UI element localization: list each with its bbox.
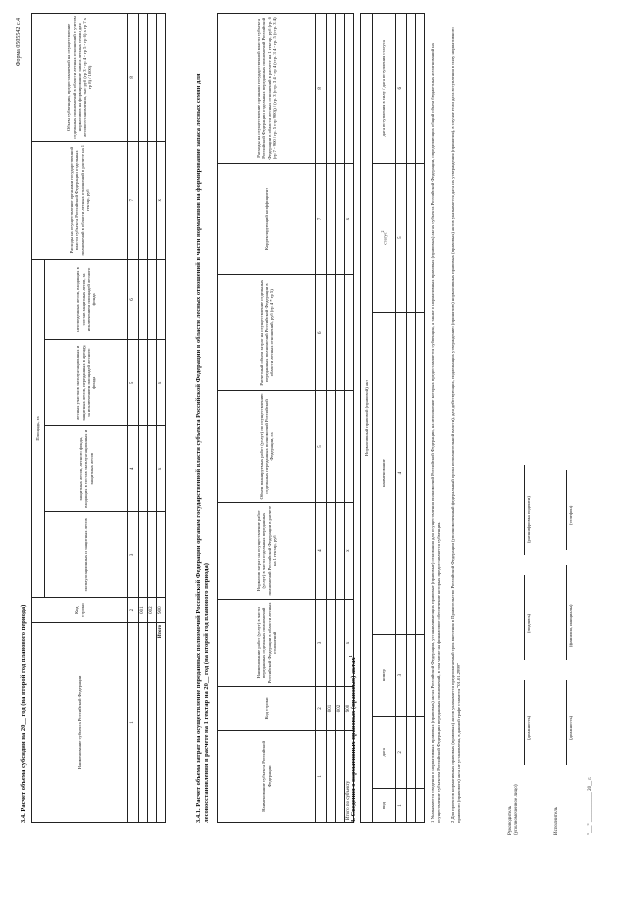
col-head-code: Код строки — [32, 598, 128, 622]
head-label: Руководитель (уполномоченное лицо) — [508, 784, 519, 835]
subsidy-table — [31, 13, 166, 823]
col-head-name: Наименование субъекта Российской Федерации — [32, 622, 128, 822]
table-row: 002 — [336, 14, 345, 823]
col-head-norm-cost: Норматив затрат на осуществление работ (услуг) в части отдельных переданных полномочий Российской Федерации в расчете на 1 гектар, руб — [218, 502, 316, 599]
col-head-legal-act: Нормативный правовой (правовой) акт — [361, 14, 373, 823]
total-row: Итого 900 x x x — [157, 14, 166, 823]
col-head-act-name: наименование — [373, 312, 396, 634]
exec-fio-line — [566, 565, 567, 660]
col-head-unassigned-forests: неотведенных лесов, входящих в состав защитных лесов, за исключением площадей лесного фонда — [45, 259, 128, 340]
head-decode-line — [524, 465, 525, 555]
legal-acts-table — [360, 13, 425, 823]
footnote-2: 2 Для проектов нормативных правовых (правовых) актов указывается предполагаемый срок внесения в Правительство Российской Федерации (уполномоченный федеральный орган исполнительной власти), для действующих, подлежащих утверждению (принятию) нормативных правовых (правовых) актов указывается дата их утверждения (принятия), в случае если дата вступления в силу нормативного правового (правового) акта не установлена, в данной графе ставится "01.01.2999" — [450, 27, 461, 823]
head-signature-line — [524, 575, 525, 660]
col-head-coefficient: Корректирующий коэффициент — [218, 163, 316, 275]
caption-position-exec: (должность) — [568, 715, 573, 740]
caption-decode: (расшифровка подписи) — [526, 496, 531, 543]
caption-signature: (подпись) — [526, 613, 531, 633]
footnote-1: 1 Указываются сведения о нормативных правовых (правовых) актах Российской Федерации, устанавливающих правовые (правовые) основания для осуществления полномочий Российской Федерации, на исполнение которых предоставляется субвенция, а также о нормативных правовых (правовых) актах субъекта Российской Федерации, определяющих общий объем бюджетных ассигнований на осуществление субъектом Российской Федерации переданных полномочий, в том числе на финансовое обеспечение которых предоставляется субвенция. — [430, 43, 441, 823]
col-head-vid: вид — [373, 789, 396, 823]
section-3-4-1-title: 3.4.1. Расчет объема затрат на осуществление переданных полномочий Российской Федерации органам государственной власти субъекта Российской Федерации в области лесных отношений в части нормативов на формирование запаса лесных семян для лесовосстановления в расчете на 1 гектар на 20__ год (на второй год планового периода) — [195, 73, 210, 823]
col-head-number: номер — [373, 634, 396, 716]
col-head-planned-volume: Объем планируемых работ (услуг) по осуществлению отдельных переданных полномочий Российской Федерации, га — [218, 391, 316, 502]
total-row: Итого по субъекту 900 x x x — [345, 14, 354, 823]
col-head-code: Код строки — [218, 687, 316, 731]
table-row: 001 — [139, 14, 148, 823]
executor-label: Исполнитель — [554, 807, 559, 835]
column-number-row: 1 2 3 4 5 6 — [396, 14, 407, 823]
section-3-4-title: 3.4. Расчет объема субсидии на 20__ год (на второй год планового периода) — [20, 604, 27, 823]
caption-position: (должность) — [526, 715, 531, 740]
table-row: 002 — [148, 14, 157, 823]
head-position-line — [524, 680, 525, 765]
caption-fio: (фамилия, инициалы) — [568, 604, 573, 647]
form-number: Форма 0505542 с.4 — [16, 18, 22, 67]
col-head-expense-per-ha: Расходы на осуществление органами государственной власти субъекта Российской Федерации отдельных полномочий в области лесных отношений в расчете на 1 гектар, руб — [32, 141, 128, 259]
col-head-status: статус$^2$ — [373, 163, 396, 312]
col-head-estimated-cost: Расчетный объем затрат на осуществление отдельных переданных полномочий Российской Федерации в области лесных отношений, руб (гр 4 * гр 5) — [218, 275, 316, 391]
expense-calc-table — [217, 13, 354, 823]
col-head-area-group: Площадь, га — [32, 259, 45, 598]
exec-position-line — [566, 680, 567, 765]
column-number-row: 1 2 3 4 5 6 7 8 — [128, 14, 139, 823]
col-head-effective-date: дата вступления в силу / дата вступления статуса — [373, 14, 396, 164]
col-head-name: Наименование субъекта Российской Федерации — [218, 730, 316, 822]
col-head-protective-forests: защитных лесов, лесного фонда, входящих в состав эксплуатационных и защитных лесов — [45, 426, 128, 512]
col-head-subsidy-volume: Объем субвенции, предоставляемой на осуществление отдельных полномочий в области лесных отношений с учетом нормативов на формирование запаса лесных семян для лесовосстановления, тыс руб (гр 3 - гр 4 - гр 5 - гр 6) x гр 7 x гр 8) / 1000) — [32, 14, 128, 142]
caption-phone: (телефон) — [568, 505, 573, 525]
column-number-row: 1 2 3 4 5 6 7 8 — [316, 14, 327, 823]
col-head-date: дата — [373, 716, 396, 788]
col-head-expense-per-ha: Расходы на осуществление органами государственной власти субъекта Российской Федерации отдельных переданных полномочий Российской Федерации в области лесных отношений в расчете на 1 гектар, руб (гр. 6 (гр 7 - 900 / гр. 5 стр 900)) / (гр. 3 (стр. 3 4 - гр 4 (стр. 3 4 - гр. 5 (стр. 3 4) — [218, 14, 316, 164]
table-row — [416, 14, 425, 823]
col-head-exploitation-forests: эксплуатационных и защитных лесов — [45, 512, 128, 598]
col-head-works: Наименование работ (услуг) в части переданных отдельных полномочий Российской Федерации в области лесных отношений — [218, 599, 316, 686]
exec-phone-line — [566, 470, 567, 550]
col-head-leased-plots: лесных участков эксплуатационных и защитных лесов, переданных в аренду, за исключением площадей лесного фонда — [45, 340, 128, 426]
table-row — [407, 14, 416, 823]
signature-date: "___" ____________ 20__ г. — [588, 776, 593, 835]
section-4-title: 4. Сведения о нормативных правовых (правовых) актах$^1$ — [348, 655, 358, 823]
table-row: 001 — [327, 14, 336, 823]
